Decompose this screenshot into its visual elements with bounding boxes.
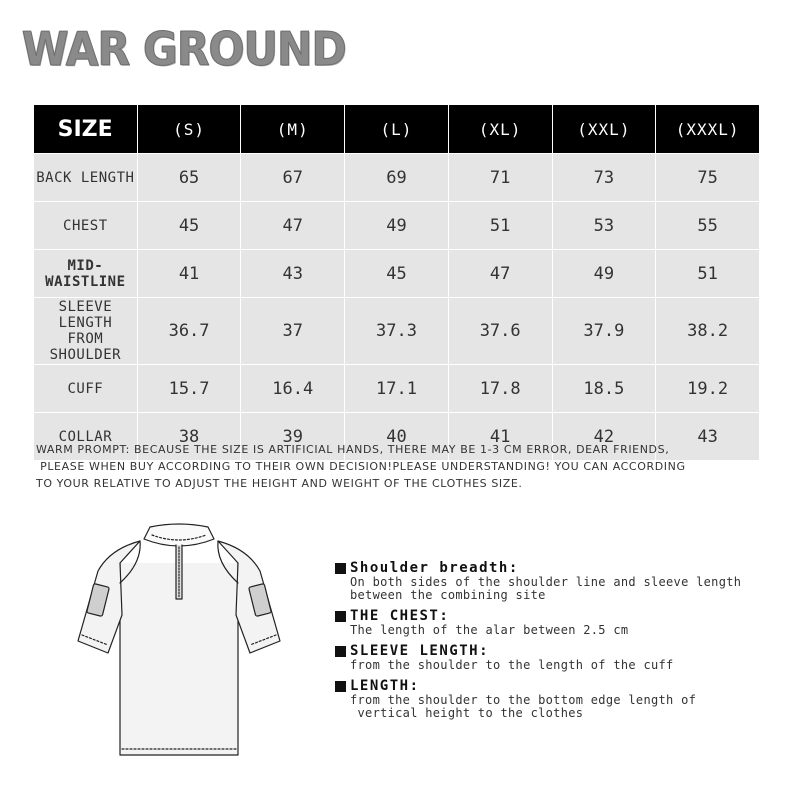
table-cell: 49 [552, 250, 656, 298]
table-cell: 43 [656, 413, 760, 461]
table-cell: 51 [448, 202, 552, 250]
tactical-shirt-illustration [70, 523, 290, 763]
table-cell: 16.4 [241, 365, 345, 413]
table-cell: 17.1 [345, 365, 449, 413]
header-xl: (XL) [448, 105, 552, 154]
row-label-collar: COLLAR [34, 413, 138, 461]
header-size: SIZE [34, 105, 138, 154]
table-cell: 45 [345, 250, 449, 298]
measurement-definitions [335, 560, 775, 726]
table-row [34, 202, 760, 250]
definition-chest: THE CHEST: The length of the alar between 2.5 cm [335, 608, 775, 637]
table-cell: 38 [137, 413, 241, 461]
table-cell: 39 [241, 413, 345, 461]
table-cell: 45 [137, 202, 241, 250]
row-label-back-length: BACK LENGTH [34, 154, 138, 202]
table-cell: 15.7 [137, 365, 241, 413]
header-xxxl: (XXXL) [656, 105, 760, 154]
table-cell: 18.5 [552, 365, 656, 413]
bullet-square-icon [335, 681, 346, 692]
size-header-row [34, 105, 760, 154]
table-cell: 37 [241, 298, 345, 365]
table-cell: 43 [241, 250, 345, 298]
table-row [34, 365, 760, 413]
table-cell: 55 [656, 202, 760, 250]
definition-length: LENGTH: from the shoulder to the bottom edge length of vertical height to the clothes [335, 678, 775, 720]
table-cell: 53 [552, 202, 656, 250]
bullet-square-icon [335, 563, 346, 574]
header-l: (L) [345, 105, 449, 154]
definition-sleeve-length: SLEEVE LENGTH: from the shoulder to the length of the cuff [335, 643, 775, 672]
header-s: (S) [137, 105, 241, 154]
table-cell: 75 [656, 154, 760, 202]
table-cell: 67 [241, 154, 345, 202]
warm-prompt-note [36, 441, 776, 492]
table-cell: 37.3 [345, 298, 449, 365]
table-row [34, 154, 760, 202]
table-cell: 69 [345, 154, 449, 202]
definition-shoulder-breadth: Shoulder breadth: On both sides of the shoulder line and sleeve length between the combining site [335, 560, 775, 602]
table-row [34, 250, 760, 298]
bullet-square-icon [335, 611, 346, 622]
brand-logo: WAR GROUND [22, 22, 346, 76]
table-cell: 42 [552, 413, 656, 461]
table-cell: 37.9 [552, 298, 656, 365]
note-line: PLEASE WHEN BUY ACCORDING TO THEIR OWN DECISION!PLEASE UNDERSTANDING! YOU CAN ACCORDING [36, 460, 686, 473]
table-cell: 37.6 [448, 298, 552, 365]
table-cell: 65 [137, 154, 241, 202]
table-cell: 47 [448, 250, 552, 298]
row-label-sleeve-length: SLEEVE LENGTH FROM SHOULDER [34, 298, 138, 365]
size-chart-table [33, 105, 760, 461]
table-cell: 71 [448, 154, 552, 202]
table-row [34, 298, 760, 365]
row-label-mid-waistline: MID-WAISTLINE [34, 250, 138, 298]
table-cell: 41 [137, 250, 241, 298]
table-cell: 38.2 [656, 298, 760, 365]
table-cell: 41 [448, 413, 552, 461]
table-cell: 36.7 [137, 298, 241, 365]
table-cell: 51 [656, 250, 760, 298]
row-label-cuff: CUFF [34, 365, 138, 413]
table-cell: 73 [552, 154, 656, 202]
row-label-chest: CHEST [34, 202, 138, 250]
table-cell: 47 [241, 202, 345, 250]
note-line: WARM PROMPT: BECAUSE THE SIZE IS ARTIFICIAL HANDS, THERE MAY BE 1-3 CM ERROR, DEAR FRIENDS, [36, 443, 670, 456]
table-cell: 19.2 [656, 365, 760, 413]
table-cell: 17.8 [448, 365, 552, 413]
header-m: (M) [241, 105, 345, 154]
table-cell: 40 [345, 413, 449, 461]
note-line: TO YOUR RELATIVE TO ADJUST THE HEIGHT AND WEIGHT OF THE CLOTHES SIZE. [36, 477, 523, 490]
header-xxl: (XXL) [552, 105, 656, 154]
table-cell: 49 [345, 202, 449, 250]
bullet-square-icon [335, 646, 346, 657]
